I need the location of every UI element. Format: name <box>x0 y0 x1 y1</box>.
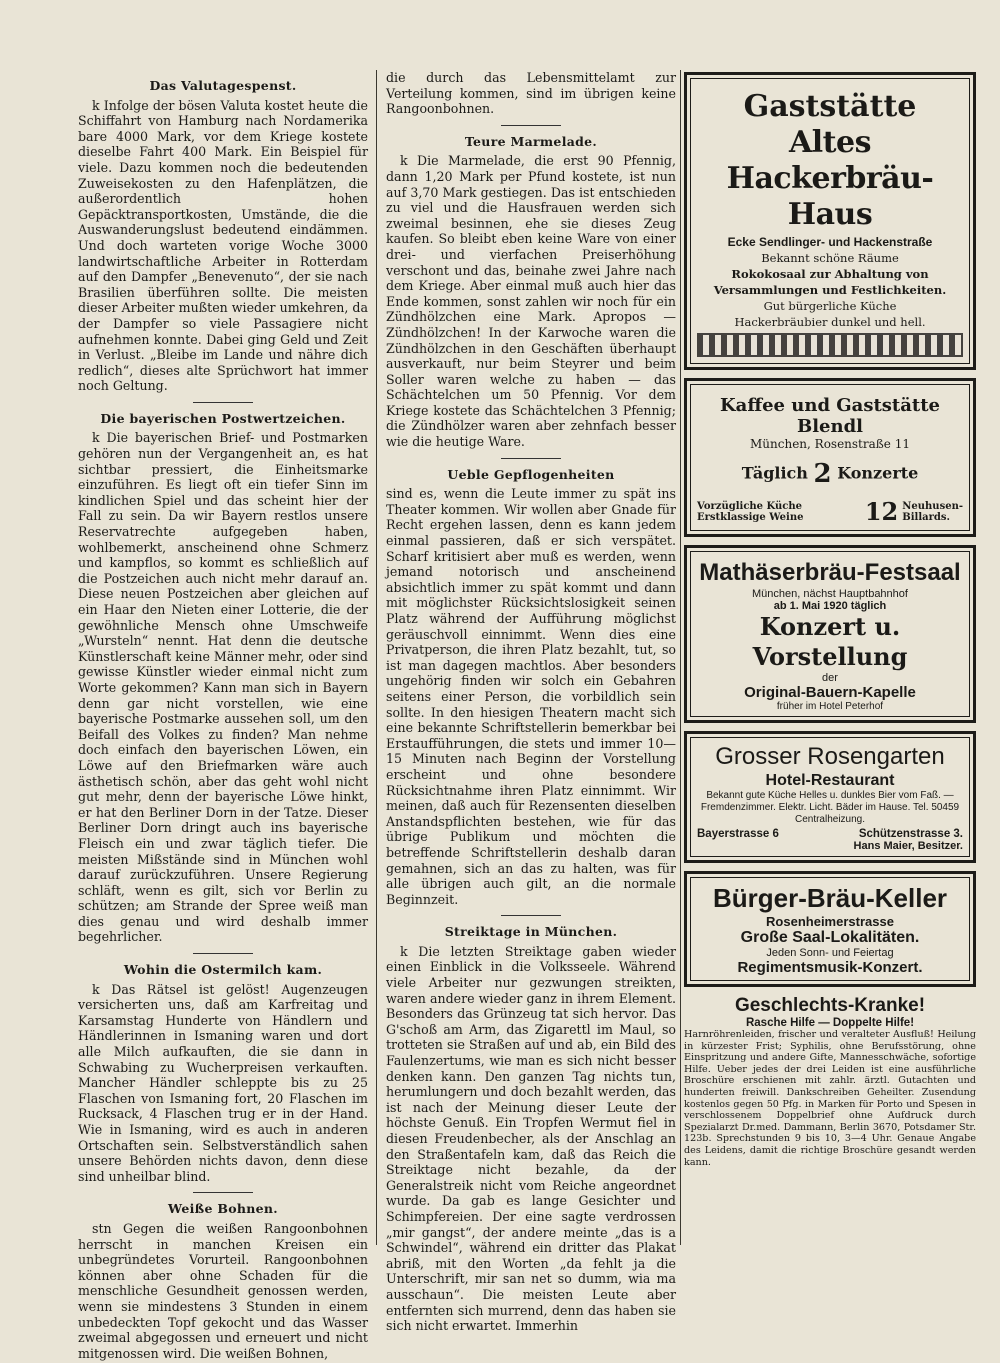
ad-text: Erstklassige Weine <box>697 511 804 523</box>
ornament-border <box>697 333 963 357</box>
separator <box>193 953 253 954</box>
ad-text: Täglich <box>741 463 808 483</box>
article-title: Streiktage in München. <box>444 924 618 940</box>
ad-number: 2 <box>813 459 832 489</box>
ad-text: Bekannt schöne Räume <box>761 251 899 265</box>
article-paragraph: k Infolge der bösen Valuta kostet heute die Schiffahrt von Hamburg nach Nordamerika bare 4000 Mark, vor dem Kriege kostete dieselbe Fahrt 400 Mark. Ein Beispiel für viele. Dazu kommen noch die bedeutenden Zuweisekosten zu den Hafenplätzen, die außerordentlich hohen Gepäcktransportkosten, Umstände, die die Auswanderungslust bedeutend eindämmen. Und doch warteten vorige Woche 3000 landwirtschaftliche Arbeiter in Rotterdam auf den Dampfer „Benevenuto“, der sie nach Brasilien überführen sollte. Die meisten dieser Arbeiter mußten wieder umkehren, da der Dampfer so viele Passagiere nicht aufnehmen konnte. Dabei ging Geld und Zeit in Verlust. „Bleibe im Lande und nähre dich redlich“, dieses alte Sprüchwort hat immer noch Geltung. <box>78 97 368 394</box>
ad-text: Konzerte <box>837 463 919 483</box>
article-title: Ueble Gepflogenheiten <box>447 466 615 482</box>
article-title: Das Valutagespenst. <box>149 78 297 93</box>
ad-footer-row <box>697 497 963 526</box>
ad-text: der <box>822 672 838 684</box>
column-divider <box>680 70 681 1245</box>
ad-text: Neuhusen- <box>902 500 963 512</box>
separator <box>193 1192 253 1193</box>
separator <box>501 915 561 916</box>
ad-text: Billards. <box>902 511 950 523</box>
separator <box>501 458 561 459</box>
ad-text: Bekannt gute Küche Helles u. dunkles Bier vom Faß. — Fremdenzimmer. Elektr. Licht. Bäder im Hause. Tel. 50459 Centralheizung. <box>700 790 960 825</box>
ad-headline: Regimentsmusik-Konzert. <box>737 959 923 976</box>
column-1 <box>78 70 368 1363</box>
ad-mathaeserbraeu <box>684 545 976 723</box>
ad-text: Große Saal-Lokalitäten. <box>740 929 920 946</box>
ad-text: Rokokosaal zur Abhaltung von <box>731 267 929 281</box>
column-divider <box>376 70 377 1245</box>
ad-dammann <box>684 995 976 1168</box>
ad-address: Ecke Sendlinger- und Hackenstraße <box>727 235 933 249</box>
ad-text: Vorzügliche Küche <box>697 500 802 512</box>
separator <box>193 402 253 403</box>
ad-number: 12 <box>864 497 899 526</box>
ad-rosengarten <box>684 731 976 863</box>
ad-text: Hackerbräubier dunkel und hell. <box>734 315 926 329</box>
ad-subtitle: Rasche Hilfe — Doppelte Hilfe! <box>745 1017 915 1029</box>
ad-text: Gut bürgerliche Küche <box>763 299 897 313</box>
article-title: Die bayerischen Postwertzeichen. <box>100 410 346 426</box>
ad-text: München, nächst Hauptbahnhof <box>752 588 908 600</box>
ad-hackerbraeu <box>684 72 976 370</box>
ad-title: Bürger-Bräu-Keller <box>712 883 948 913</box>
ad-address-row <box>697 828 963 840</box>
article-title: Weiße Bohnen. <box>168 1201 278 1217</box>
ad-title: Altes Hackerbräu-Haus <box>726 125 934 232</box>
ad-title: Mathäserbräu-Festsaal <box>699 559 961 586</box>
ad-headline: Konzert u. Vorstellung <box>752 612 908 671</box>
article-title: Teure Marmelade. <box>464 133 598 149</box>
ad-title: Grosser Rosengarten <box>715 743 945 770</box>
ad-text: Versammlungen und Festlichkeiten. <box>713 283 947 297</box>
ad-address: München, Rosenstraße 11 <box>750 437 910 451</box>
article-paragraph: k Das Rätsel ist gelöst! Augenzeugen versicherten uns, daß am Karfreitag und Karsamstag Hunderte von Händlern und Händlerinnen in Ismaning waren und dort alle Milch aufkauften, die sie dann in Schwabing zu Wucherpreisen verkauften. Mancher Händler schleppte bis zu 25 Flaschen von Ismaning fort, 20 Flaschen im Rucksack, 4 Flaschen trug er in der Hand. Wie in Ismaning, wird es auch in anderen Ortschaften sein. Selbstverständlich sahen unsere Behörden nichts davon, denn diese sind unheilbar blind. <box>78 981 368 1184</box>
ad-address: Schützenstrasse 3. <box>858 828 963 840</box>
ad-text: früher im Hotel Peterhof <box>776 701 884 712</box>
article-paragraph: stn Gegen die weißen Rangoonbohnen herrscht in manchen Kreisen ein unbegründetes Vorurteil. Rangoonbohnen können aber ohne Schaden für die menschliche Gesundheit genossen werden, wenn sie mindestens 3 Stunden in einem unbedeckten Topf gekocht und das Wasser zweimal abgegossen und erneuert und nicht mitgenossen wird. Die weißen Bohnen, <box>78 1220 368 1361</box>
ad-subtitle: Hotel-Restaurant <box>765 772 895 789</box>
ad-address: Bayerstrasse 6 <box>697 828 779 840</box>
ad-text: Rosenheimerstrasse <box>766 914 894 929</box>
separator <box>501 125 561 126</box>
ad-title: Gaststätte <box>743 89 917 124</box>
column-2 <box>386 70 676 1336</box>
article-paragraph: k Die letzten Streiktage gaben wieder einen Einblick in die Volksseele. Während viele Arbeiter nur gezwungen streikten, waren andere wieder ganz in ihrem Element. Besonders das Grünzeug tat sich hervor. Das G'schoß am Arm, das Zigarettl im Maul, so trotteten sie Straßen auf und ab, ein Bild des Faulenzertums, wie man es sich nicht besser denken kann. Den ganzen Tag nichts tun, herumlungern und doch bezahlt werden, das ist nach der Meinung dieser Leute der höchste Genuß. Ein Tropfen Wermut fiel in diesen Freudenbecher, als der Anschlag an den Straßentafeln kam, daß das Reich die Streiktage nicht bezahle, da der Generalstreik nicht vom Reiche angeordnet wurde. Da gab es lange Gesichter und Schimpfereien. Der eine sagte verdrossen „mir gangst“, der andere meinte „das is a Schwindel“, während ein dritter das Plakat abriß, mit den Worten „da fehlt ja die Unterschrift, mir san net so dumm, wia ma ausschaun“. Die meisten Leute aber entfernten sich murrend, denn das haben sie sich nicht erwartet. Immerhin <box>386 943 676 1334</box>
ad-title: Geschlechts-Kranke! <box>734 995 926 1016</box>
article-paragraph: sind es, wenn die Leute immer zu spät ins Theater kommen. Wir wollen aber Gnade für Recht ergehen lassen, denn es kann jedem einmal passieren, daß er sich verspätet. Scharf kritisiert aber muß es werden, wenn jemand notorisch und anscheinend absichtlich immer zu spät kommt und dann mit möglichster Rücksichtslosigkeit seinen Platz während der Aufführung möglichst geräuschvoll einnimmt. Wenn dies eine Privatperson, die ihren Platz bezahlt, tut, so ist man dagegen machtlos. Aber besonders ungehörig finden wir solch ein Gebahren seitens einer Person, die vorbildlich sein sollte. In den hiesigen Theatern macht sich eine bekannte Schriftstellerin bemerkbar bei Erstaufführungen, die stets und immer 10—15 Minuten nach Beginn der Vorstellung erscheint und ohne besondere Rücksichtnahme ihren Platz einnimmt. Wir meinen, daß auch für Rezensenten dieselben Anstandspflichten bestehen, wie für das übrige Publikum und möchten die betreffende Schriftstellerin deshalb daran gemahnen, sich an das zu halten, was für alle übrigen auch gilt, an die normale Beginnzeit. <box>386 486 676 907</box>
ad-blendl <box>684 378 976 537</box>
ad-title: Kaffee und Gaststätte Blendl <box>720 395 940 437</box>
article-paragraph: k Die Marmelade, die erst 90 Pfennig, dann 1,20 Mark per Pfund kostete, ist nun auf 3,70 Mark gestiegen. Das ist entschieden zu viel und die Hausfrauen werden sich zweimal besinnen, ehe sie dieses Zeug kaufen. So bleibt eben keine Ware von einer drei- und vierfachen Preiserhöhung verschont und das, beinahe zwei Jahre nach dem Kriege. Aber einmal muß auch hier das Ende kommen, sonst zahlen wir noch für ein Zündhölzchen eine Mark. Apropos — Zündhölzchen! In der Karwoche waren die Zündhölzchen in den Geschäften überhaupt ausverkauft, nur beim Steyrer und beim Soller waren welche zu haben — das Schächtelchen um 50 Pfennig. Vor dem Kriege kostete das Schächtelchen 3 Pfennig; die Zündhölzer waren aber zehnfach besser wie die heutige Ware. <box>386 153 676 450</box>
article-paragraph: k Die bayerischen Brief- und Postmarken gehören nun der Vergangenheit an, es hat sichtbar pressiert, die Einheitsmarke einzuführen. Es liegt oft ein tiefer Sinn im kindlichen Spiel und das scheint hier der Fall zu sein. Da wir Bayern restlos unsere Reservatrechte aufgegeben haben, wohlbemerkt, anscheinend ohne Schmerz und kampflos, so kommt es schließlich auf die Postzeichen auch nicht mehr darauf an. Diese neuen Postzeichen aber gleichen auf ein Haar den Nieten einer Lotterie, die der gewöhnliche Mensch ohne Umschweife „Wursteln“ nennt. Hat denn die deutsche Künstlerschaft keine Männer mehr, oder sind gewisse Künstler wieder einmal nicht zum Worte gekommen? Kann man sich in Bayern denn gar nicht vorstellen, wie eine bayerische Postmarke aussehen soll, um den Beifall des Volkes zu finden? Man nehme doch einfach den bayerischen Löwen, ein Löwe auf den Briefmarken wäre auch ästhetisch schön, aber das geht wohl nicht gut mehr, denn der bayerische Löwe hinkt, er hat den Berliner Dorn in der Tatze. Dieser Berliner Dorn dringt auch ins bayerische Fleisch ein und zwar täglich tiefer. Die meisten Mißstände sind in München wohl darauf zurückzuführen. Unsere Regierung schläft, wenn es gilt, sich vor Berlin zu schützen; am Strande der Spree weiß man dies genau und wird deshalb immer begehrlicher. <box>78 430 368 945</box>
ad-concerts <box>697 459 963 489</box>
ad-text: Jeden Sonn- und Feiertag <box>766 947 894 959</box>
advertisements-column <box>684 72 976 1176</box>
article-continuation: die durch das Lebensmittelamt zur Verteilung kommen, sind im übrigen keine Rangoonbohnen. <box>386 70 676 117</box>
ad-headline: Original-Bauern-Kapelle <box>744 684 916 701</box>
ad-text: Harnröhrenleiden, frischer und veralteter Ausfluß! Heilung in kürzester Frist; Syphilis, ohne Berufsstörung, ohne Einspritzung und andere Gifte, Mannesschwäche, sofortige Hilfe. Ueber jedes der drei Leiden ist eine ausführliche Broschüre erschienen mit zahlr. ärztl. Gutachten und hunderten freiwill. Dankschreiben Geheilter. Zusendung kostenlos gegen 50 Pfg. in Marken für Porto und Spesen in verschlossenem Doppelbrief ohne Aufdruck durch Spezialarzt Dr.med. Dammann, Berlin 3670, Potsdamer Str. 123b. Sprechstunden 9 bis 10, 3—4 Uhr. Genaue Angabe des Leidens, damit die richtige Broschüre gesandt werden kann. <box>684 1029 976 1168</box>
ad-owner: Hans Maier, Besitzer. <box>853 840 963 852</box>
article-title: Wohin die Ostermilch kam. <box>123 962 323 978</box>
ad-text: ab 1. Mai 1920 täglich <box>773 600 887 612</box>
ad-buergerbraeu <box>684 871 976 987</box>
